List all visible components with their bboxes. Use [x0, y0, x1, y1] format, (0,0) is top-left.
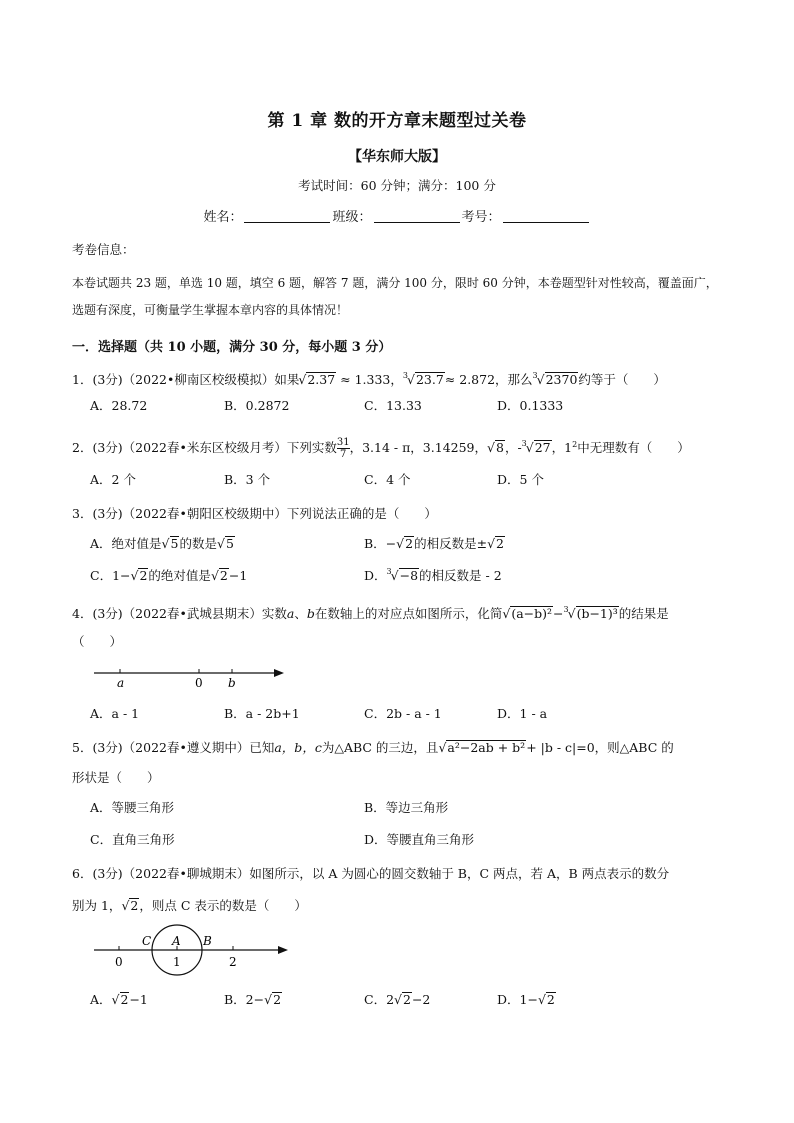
q3-option-d[interactable]: D．$^3$√−8的相反数是 - 2: [364, 567, 502, 583]
exam-time: 考试时间：60 分钟；满分：100 分: [298, 178, 496, 193]
q2-option-a[interactable]: A．2 个: [90, 472, 136, 487]
name-blank[interactable]: [244, 208, 330, 223]
name-label: 姓名：: [203, 210, 243, 225]
question-3: 3．(3分)（2022春•朝阳区校级期中）下列说法正确的是（ ）: [72, 506, 437, 521]
info-text: 本卷试题共 23 题，单选 10 题，填空 6 题，解答 7 题，满分 100 分，限时 60 分钟，本卷题型针对性较高，覆盖面广，选题有深度，可衡量学生掌握本章内容的具体情况！: [72, 276, 718, 317]
label-zero: 0: [115, 955, 123, 969]
label-a: a: [117, 676, 125, 690]
axis-arrow: [278, 946, 288, 954]
q2-option-b[interactable]: B．3 个: [224, 472, 271, 487]
question-5-line2: 形状是（ ）: [72, 770, 160, 785]
label-a: A: [172, 934, 181, 948]
q6-option-b[interactable]: B．2−√2: [224, 992, 282, 1007]
question-6-line2: 别为 1，√2，则点 C 表示的数是（ ）: [72, 898, 307, 913]
number-line-q6: [88, 924, 298, 978]
fraction: $\frac{31}{7}$: [336, 437, 350, 460]
question-5: 5．(3分)（2022春•遵义期中）已知a，b，c为△ABC 的三边，且√a²−2ab + b²+ |b - c|=0，则△ABC 的: [72, 740, 674, 755]
page-title: 第 1 章 数的开方章末题型过关卷: [267, 111, 527, 131]
label-zero: 0: [195, 676, 203, 690]
q5-option-c[interactable]: C．直角三角形: [90, 832, 175, 847]
info-heading: 考卷信息：: [72, 242, 135, 257]
q4-option-c[interactable]: C．2b - a - 1: [364, 706, 442, 721]
q1-option-a[interactable]: A．28.72: [90, 398, 148, 413]
q4-option-d[interactable]: D．1 - a: [497, 706, 548, 721]
q1-option-b[interactable]: B．0.2872: [224, 398, 290, 413]
label-b: b: [228, 676, 236, 690]
question-6: 6．(3分)（2022春•聊城期末）如图所示，以 A 为圆心的圆交数轴于 B，C 两点，若 A，B 两点表示的数分: [72, 866, 670, 881]
q4-option-a[interactable]: A．a - 1: [90, 706, 140, 721]
q3-option-c[interactable]: C．1−√2的绝对值是√2−1: [90, 568, 248, 583]
class-blank[interactable]: [374, 208, 460, 223]
number-line-q4: [88, 660, 288, 690]
label-b: B: [203, 934, 212, 948]
question-2: 2．(3分)（2022春•米东区校级月考）下列实数 $\frac{31}{7}$ ，3.14 - π，3.14259，√8，-$^3$√27，$1^2$中无理数有（ ）: [72, 437, 690, 460]
q6-option-d[interactable]: D．1−√2: [497, 992, 555, 1007]
axis-arrow: [274, 669, 284, 677]
number-label: 考号：: [461, 210, 501, 225]
section-heading: 一．选择题（共 10 小题，满分 30 分，每小题 3 分）: [72, 340, 392, 355]
number-blank[interactable]: [503, 208, 589, 223]
q4-option-b[interactable]: B．a - 2b+1: [224, 706, 300, 721]
q2-option-c[interactable]: C．4 个: [364, 472, 411, 487]
q1-option-c[interactable]: C．13.33: [364, 398, 422, 413]
label-one: 1: [173, 955, 181, 969]
q3-option-b[interactable]: B．−√2的相反数是±√2: [364, 536, 504, 551]
q1-option-d[interactable]: D．0.1333: [497, 398, 564, 413]
q6-option-a[interactable]: A．√2−1: [90, 992, 148, 1007]
q2-option-d[interactable]: D．5 个: [497, 472, 544, 487]
edition-label: 【华东师大版】: [348, 149, 446, 165]
q5-option-d[interactable]: D．等腰直角三角形: [364, 832, 475, 847]
question-4: 4．(3分)（2022春•武城县期末）实数a、b在数轴上的对应点如图所示，化简√(a−b)²−$^3$√(b−1)³的结果是: [72, 605, 669, 621]
question-4-line2: （ ）: [72, 634, 123, 649]
q5-option-b[interactable]: B．等边三角形: [364, 800, 449, 815]
label-c: C: [142, 934, 152, 948]
q6-option-c[interactable]: C．2√2−2: [364, 992, 431, 1007]
label-two: 2: [229, 955, 237, 969]
q5-option-a[interactable]: A．等腰三角形: [90, 800, 175, 815]
class-label: 班级：: [332, 210, 372, 225]
question-1: 1．(3分)（2022•柳南区校级模拟）如果√2.37 ≈ 1.333，$^3$√23.7≈ 2.872，那么$^3$√2370约等于（ ）: [72, 371, 666, 387]
student-fields: [0, 206, 794, 225]
q3-option-a[interactable]: A．绝对值是√5的数是√5: [90, 536, 234, 551]
